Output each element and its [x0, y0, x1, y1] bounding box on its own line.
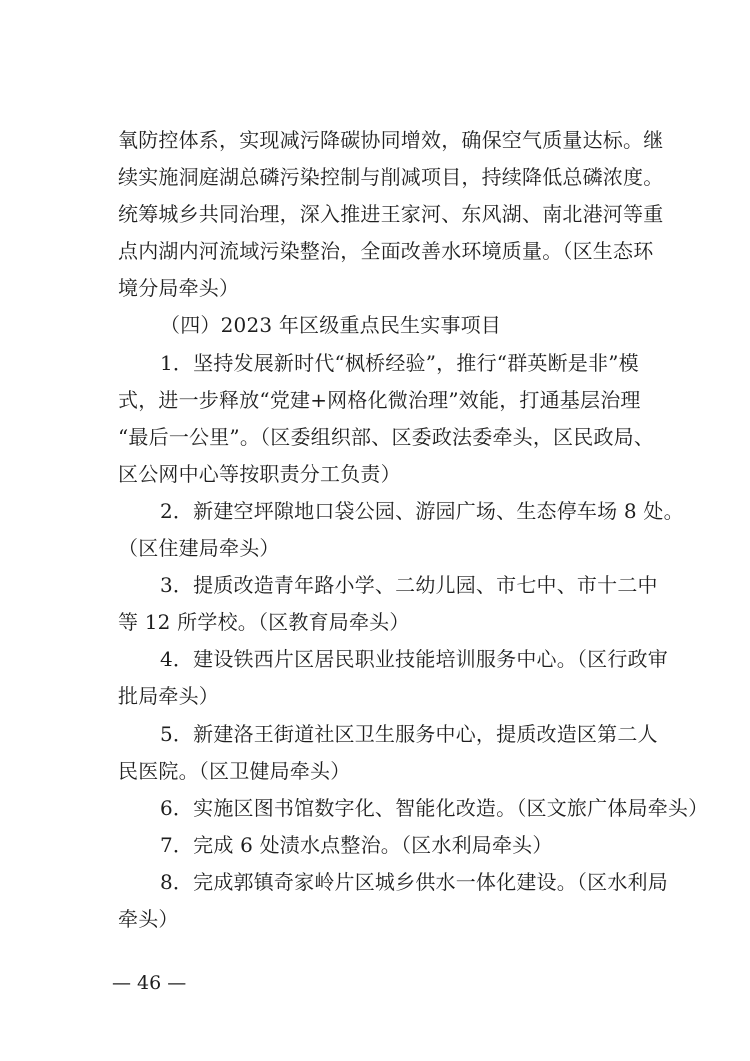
body-line-4: 点内湖内河流域污染整治，全面改善水环境质量。（区生态环 — [118, 239, 654, 263]
item-4-line-2: 批局牵头） — [118, 684, 219, 708]
item-8-line-2: 牵头） — [118, 907, 179, 931]
item-2-line-2: （区住建局牵头） — [118, 536, 280, 560]
item-8-line-1: 8．完成郭镇奇家岭片区城乡供水一体化建设。（区水利局 — [160, 870, 668, 894]
item-6-line-1: 6．实施区图书馆数字化、智能化改造。（区文旅广体局牵头） — [160, 796, 709, 820]
item-1-line-2: 式，进一步释放“党建+网格化微治理”效能，打通基层治理 — [118, 388, 641, 412]
item-3-line-2: 等 12 所学校。（区教育局牵头） — [118, 610, 410, 634]
item-7-line-1: 7．完成 6 处渍水点整治。（区水利局牵头） — [160, 833, 553, 857]
section-heading-4: （四）2023 年区级重点民生实事项目 — [160, 313, 502, 337]
item-5-line-2: 民医院。（区卫健局牵头） — [118, 759, 351, 783]
item-3-line-1: 3．提质改造青年路小学、二幼儿园、市七中、市十二中 — [160, 573, 658, 597]
body-line-5: 境分局牵头） — [118, 276, 240, 300]
page-number: — 46 — — [112, 972, 187, 994]
item-1-line-4: 区公网中心等按职责分工负责） — [118, 462, 401, 486]
body-line-1: 氧防控体系，实现减污降碳协同增效，确保空气质量达标。继 — [118, 128, 664, 152]
item-5-line-1: 5．新建洛王街道社区卫生服务中心，提质改造区第二人 — [160, 722, 658, 746]
item-1-line-3: “最后一公里”。（区委组织部、区委政法委牵头，区民政局、 — [118, 425, 655, 449]
item-2-line-1: 2．新建空坪隙地口袋公园、游园广场、生态停车场 8 处。 — [160, 499, 684, 523]
item-4-line-1: 4．建设铁西片区居民职业技能培训服务中心。（区行政审 — [160, 647, 668, 671]
body-line-3: 统筹城乡共同治理，深入推进王家河、东风湖、南北港河等重 — [118, 202, 664, 226]
item-1-line-1: 1．坚持发展新时代“枫桥经验”，推行“群英断是非”模 — [160, 351, 639, 375]
body-line-2: 续实施洞庭湖总磷污染控制与削减项目，持续降低总磷浓度。 — [118, 165, 664, 189]
